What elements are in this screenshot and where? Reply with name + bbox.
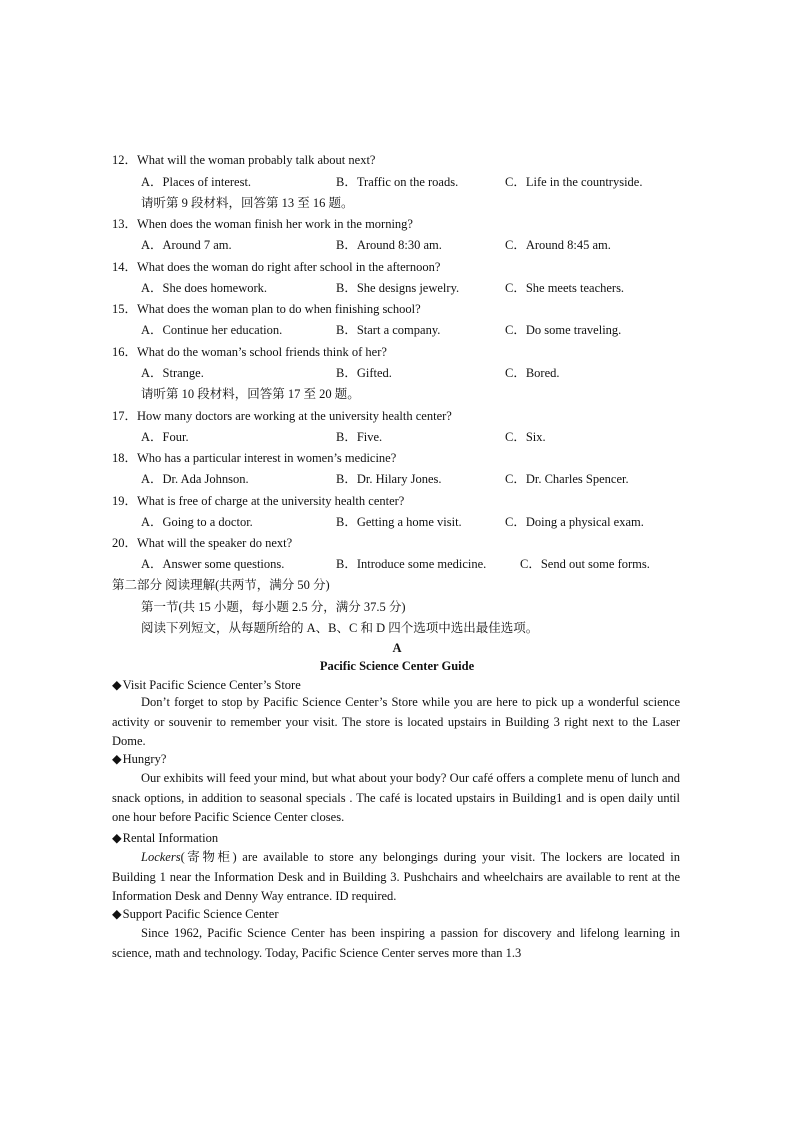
- passage-letter: A: [392, 641, 402, 655]
- option-b: B．She designs jewelry.: [336, 281, 460, 295]
- lockers-term: Lockers: [141, 850, 181, 864]
- question-18: 18．Who has a particular interest in women’s medicine?: [112, 451, 397, 465]
- option-b: B．Gifted.: [336, 366, 392, 380]
- question-13: 13．When does the woman finish her work in the morning?: [112, 217, 413, 231]
- option-a: A．Strange.: [141, 366, 204, 380]
- section-title: 第一节(共 15 小题，每小题 2.5 分，满分 37.5 分): [141, 600, 406, 614]
- question-16: 16．What do the woman’s school friends think of her?: [112, 345, 387, 359]
- question-20: 20．What will the speaker do next?: [112, 536, 293, 550]
- paragraph-rest: (寄物柜) are available to store any belongings during your visit. The lockers are located in Building 1 near the Information Desk and in Building 3. Pushchairs and wheelchairs are available to rent at the Information Desk and Denny Way entrance. ID required.: [112, 850, 680, 903]
- question-12: 12．What will the woman probably talk about next?: [112, 153, 376, 167]
- option-b: B．Traffic on the roads.: [336, 175, 459, 189]
- question-17: 17．How many doctors are working at the university health center?: [112, 409, 452, 423]
- heading-hungry: [112, 751, 166, 767]
- option-c: C．She meets teachers.: [505, 281, 625, 295]
- heading-text: Support Pacific Science Center: [122, 907, 279, 921]
- option-a: A．She does homework.: [141, 281, 268, 295]
- option-b: B．Around 8:30 am.: [336, 238, 442, 252]
- diamond-bullet-icon: ◆: [112, 678, 122, 692]
- question-19: 19．What is free of charge at the university health center?: [112, 494, 405, 508]
- heading-text: Hungry?: [122, 752, 167, 766]
- heading-store: [112, 677, 301, 693]
- diamond-bullet-icon: ◆: [112, 907, 122, 921]
- heading-text: Visit Pacific Science Center’s Store: [122, 678, 301, 692]
- option-b: B．Introduce some medicine.: [336, 557, 487, 571]
- reading-instruction: 阅读下列短文，从每题所给的 A、B、C 和 D 四个选项中选出最佳选项。: [141, 621, 539, 635]
- option-a: A．Around 7 am.: [141, 238, 232, 252]
- heading-text: Rental Information: [122, 831, 219, 845]
- heading-rental: [112, 830, 218, 846]
- option-b: B．Dr. Hilary Jones.: [336, 472, 442, 486]
- question-15: 15．What does the woman plan to do when finishing school?: [112, 302, 421, 316]
- paragraph-hungry: Our exhibits will feed your mind, but what about your body? Our café offers a complete menu of lunch and snack options, in addition to seasonal specials . The café is located upstairs in Building1 and is open daily until one hour before Pacific Science Center closes.: [112, 771, 680, 824]
- paragraph-rental: [112, 848, 680, 907]
- part-title: 第二部分 阅读理解(共两节，满分 50 分): [112, 578, 330, 592]
- option-b: B．Getting a home visit.: [336, 515, 462, 529]
- option-a: A．Dr. Ada Johnson.: [141, 472, 249, 486]
- passage-title: Pacific Science Center Guide: [319, 659, 475, 673]
- paragraph-support: Since 1962, Pacific Science Center has been inspiring a passion for discovery and lifelong learning in science, math and technology. Today, Pacific Science Center serves more than 1.3: [112, 926, 680, 960]
- instruction-section-10: 请听第 10 段材料，回答第 17 至 20 题。: [141, 387, 360, 401]
- instruction-section-9: 请听第 9 段材料，回答第 13 至 16 题。: [141, 196, 354, 210]
- option-c: C．Bored.: [505, 366, 560, 380]
- option-a: A．Answer some questions.: [141, 557, 285, 571]
- option-a: A．Four.: [141, 430, 189, 444]
- diamond-bullet-icon: ◆: [112, 831, 122, 845]
- option-b: B．Five.: [336, 430, 383, 444]
- option-c: C．Dr. Charles Spencer.: [505, 472, 629, 486]
- option-c: C．Six.: [505, 430, 546, 444]
- diamond-bullet-icon: ◆: [112, 752, 122, 766]
- heading-support: [112, 906, 278, 922]
- option-a: A．Continue her education.: [141, 323, 283, 337]
- option-c: C．Do some traveling.: [505, 323, 622, 337]
- option-c: C．Doing a physical exam.: [505, 515, 644, 529]
- option-a: A．Places of interest.: [141, 175, 252, 189]
- option-c: C．Around 8:45 am.: [505, 238, 611, 252]
- question-14: 14．What does the woman do right after school in the afternoon?: [112, 260, 441, 274]
- option-b: B．Start a company.: [336, 323, 441, 337]
- option-c: C．Send out some forms.: [520, 557, 650, 571]
- option-a: A．Going to a doctor.: [141, 515, 253, 529]
- paragraph-store: Don’t forget to stop by Pacific Science Center’s Store while you are here to pick up a wonderful science activity or souvenir to remember your visit. The store is located upstairs in Building 3 right next to the Laser Dome.: [112, 695, 680, 748]
- option-c: C．Life in the countryside.: [505, 175, 643, 189]
